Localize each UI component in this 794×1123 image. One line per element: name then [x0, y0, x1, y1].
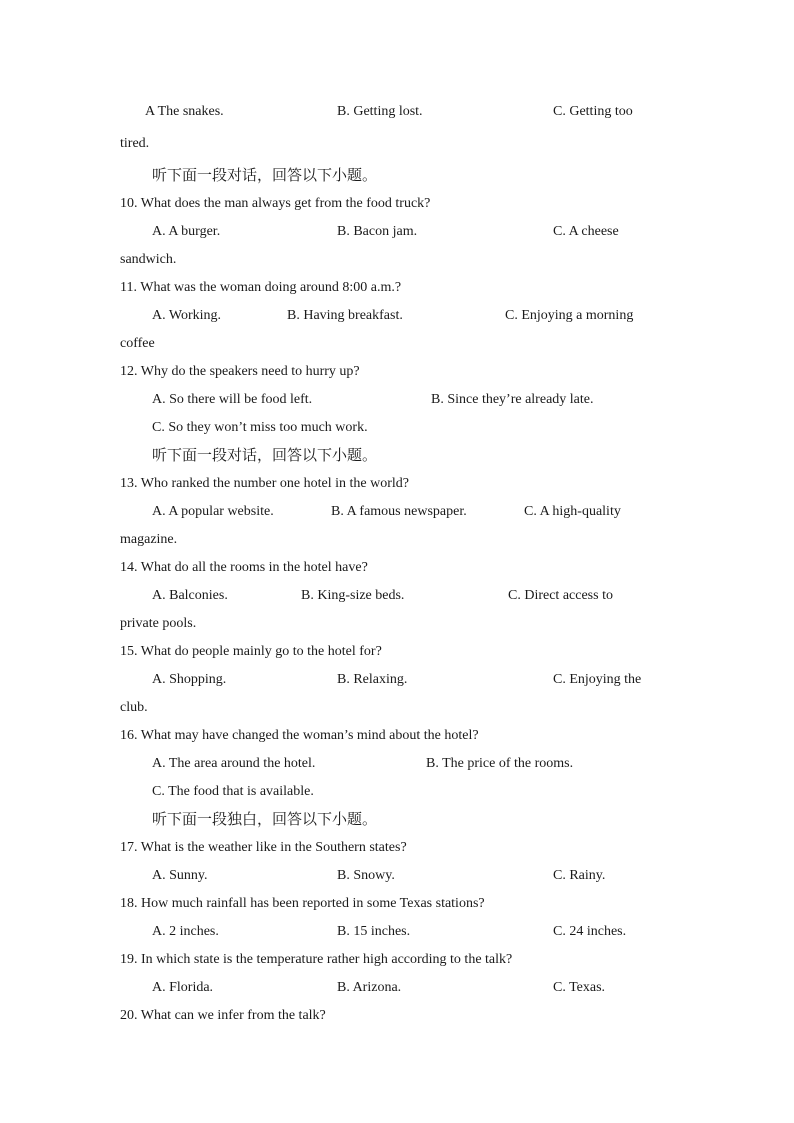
option-wrap: tired.	[120, 136, 150, 151]
option-a: A. Sunny.	[152, 868, 208, 883]
option-wrap: magazine.	[120, 532, 178, 547]
option-a: A. 2 inches.	[152, 924, 219, 939]
option-c: C. The food that is available.	[152, 784, 314, 799]
option-c: C. So they won’t miss too much work.	[152, 420, 368, 435]
question-18: 18. How much rainfall has been reported in some Texas stations?	[120, 896, 485, 911]
question-13: 13. Who ranked the number one hotel in the world?	[120, 476, 409, 491]
option-c: C. A high-quality	[524, 504, 621, 519]
option-b: B. 15 inches.	[337, 924, 411, 939]
option-c: C. Enjoying the	[553, 672, 642, 687]
option-a: A. Balconies.	[152, 588, 228, 603]
option-c: C. Rainy.	[553, 868, 606, 883]
question-11: 11. What was the woman doing around 8:00 a.m.?	[120, 280, 402, 295]
question-14: 14. What do all the rooms in the hotel have?	[120, 560, 368, 575]
section-instruction: 听下面一段独白，回答以下小题。	[152, 810, 378, 828]
option-a: A. Florida.	[152, 980, 214, 995]
option-a: A. A burger.	[152, 224, 221, 239]
option-c: C. Direct access to	[508, 588, 613, 603]
question-20: 20. What can we infer from the talk?	[120, 1008, 326, 1023]
question-19: 19. In which state is the temperature rather high according to the talk?	[120, 952, 513, 967]
section-instruction: 听下面一段对话，回答以下小题。	[152, 446, 378, 464]
question-12: 12. Why do the speakers need to hurry up?	[120, 364, 360, 379]
option-wrap: private pools.	[120, 616, 197, 631]
option-a: A. A popular website.	[152, 504, 274, 519]
option-a: A. So there will be food left.	[152, 392, 313, 407]
option-c: C. Getting too	[553, 104, 633, 119]
section-instruction: 听下面一段对话，回答以下小题。	[152, 166, 378, 184]
option-c: C. A cheese	[553, 224, 619, 239]
option-a: A. The area around the hotel.	[152, 756, 316, 771]
option-b: B. The price of the rooms.	[426, 756, 574, 771]
option-b: B. Relaxing.	[337, 672, 408, 687]
option-a: A The snakes.	[145, 104, 224, 119]
option-b: B. Snowy.	[337, 868, 395, 883]
option-wrap: coffee	[120, 336, 155, 351]
question-16: 16. What may have changed the woman’s mind about the hotel?	[120, 728, 479, 743]
option-b: B. King-size beds.	[301, 588, 405, 603]
question-17: 17. What is the weather like in the Southern states?	[120, 840, 407, 855]
option-b: B. Getting lost.	[337, 104, 423, 119]
option-b: B. Since they’re already late.	[431, 392, 594, 407]
question-15: 15. What do people mainly go to the hotel for?	[120, 644, 382, 659]
option-a: A. Working.	[152, 308, 222, 323]
option-wrap: sandwich.	[120, 252, 177, 267]
option-c: C. 24 inches.	[553, 924, 627, 939]
option-b: B. Having breakfast.	[287, 308, 403, 323]
option-b: B. Bacon jam.	[337, 224, 418, 239]
question-10: 10. What does the man always get from the food truck?	[120, 196, 431, 211]
option-wrap: club.	[120, 700, 148, 715]
option-b: B. A famous newspaper.	[331, 504, 467, 519]
option-c: C. Enjoying a morning	[505, 308, 634, 323]
option-c: C. Texas.	[553, 980, 606, 995]
option-b: B. Arizona.	[337, 980, 402, 995]
option-a: A. Shopping.	[152, 672, 227, 687]
